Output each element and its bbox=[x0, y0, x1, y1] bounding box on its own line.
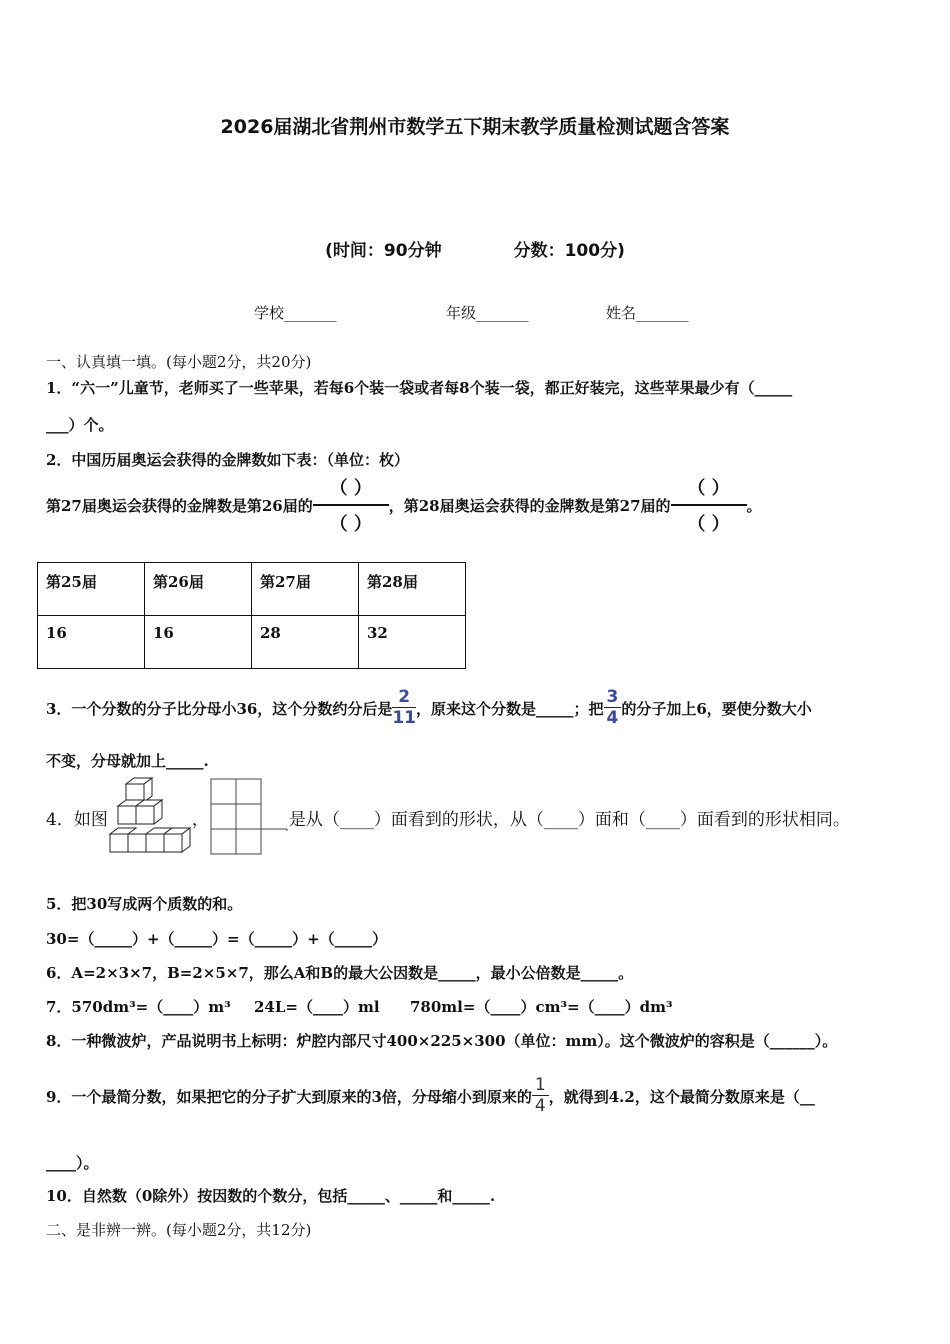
page-title: 2026届湖北省荆州市数学五下期末教学质量检测试题含答案 bbox=[220, 116, 730, 138]
table-header-cell: 第25届 bbox=[38, 563, 145, 616]
q3-fraction-1 bbox=[392, 689, 416, 727]
q3-text-b: ，原来这个分数是_____；把 bbox=[416, 699, 604, 718]
q2-text-c: 。 bbox=[746, 496, 762, 515]
q5-line1: 5．把30写成两个质数的和。 bbox=[46, 895, 243, 913]
q2-blank-den-1: （ ） bbox=[329, 514, 372, 535]
table-cell: 16 bbox=[145, 616, 252, 669]
q7-part-a: 7．570dm³=（____）m³ bbox=[46, 998, 231, 1016]
q3-frac1-num: 2 bbox=[392, 689, 416, 708]
exam-meta bbox=[0, 236, 950, 261]
q2-blank-num-1: （ ） bbox=[313, 474, 389, 506]
q4-text: 是从（____）面看到的形状，从（____）面和（____）面看到的形状相同。 bbox=[288, 809, 850, 830]
q4-prefix: 4．如图 bbox=[46, 809, 108, 830]
grid-view-figure bbox=[209, 777, 289, 857]
grade-field: 年级_______ bbox=[446, 304, 529, 322]
table-row bbox=[38, 616, 466, 669]
q3-frac1-den: 11 bbox=[392, 708, 416, 728]
q2-ratio-line bbox=[46, 478, 762, 535]
q1-line2: ___）个。 bbox=[46, 416, 114, 434]
q8: 8．一种微波炉，产品说明书上标明：炉腔内部尺寸400×225×300（单位：mm）。这个微波炉的容积是（______）。 bbox=[46, 1032, 838, 1050]
cube-stack-figure bbox=[108, 776, 192, 858]
name-field: 姓名_______ bbox=[606, 304, 689, 322]
q9-line1 bbox=[46, 1064, 815, 1128]
q9-text-a: 9．一个最简分数，如果把它的分子扩大到原来的3倍，分母缩小到原来的 bbox=[46, 1087, 532, 1106]
q9-frac-num: 1 bbox=[532, 1077, 549, 1096]
q1-line1: 1．“六一”儿童节，老师买了一些苹果，若每6个装一袋或者每8个装一袋，都正好装完，这些苹果最少有（_____ bbox=[46, 379, 793, 397]
section-1-heading: 一、认真填一填。(每小题2分，共20分) bbox=[46, 353, 312, 371]
table-header-cell: 第27届 bbox=[252, 563, 359, 616]
medal-table bbox=[37, 562, 466, 669]
q2-intro: 2．中国历届奥运会获得的金牌数如下表：（单位：枚） bbox=[46, 451, 409, 469]
section-2-heading: 二、是非辨一辨。(每小题2分，共12分) bbox=[46, 1221, 312, 1239]
q2-fraction-blank-2 bbox=[671, 474, 747, 536]
q9-fraction bbox=[532, 1077, 549, 1115]
q2-fraction-blank-1 bbox=[313, 474, 389, 536]
q2-text-a: 第27届奥运会获得的金牌数是第26届的 bbox=[46, 496, 313, 515]
q10: 10．自然数（0除外）按因数的个数分，包括_____、_____和_____. bbox=[46, 1187, 496, 1205]
q4-comma: ， bbox=[191, 809, 209, 830]
q9-line2: ____）。 bbox=[46, 1154, 99, 1172]
q3-text-c: 的分子加上6，要使分数大小 bbox=[621, 699, 812, 718]
table-cell: 28 bbox=[252, 616, 359, 669]
q9-text-b: ，就得到4.2，这个最简分数原来是（__ bbox=[548, 1087, 815, 1106]
q9-frac-den: 4 bbox=[534, 1096, 546, 1116]
q2-blank-den-2: （ ） bbox=[687, 514, 730, 535]
q3-fraction-2 bbox=[604, 689, 622, 727]
q4-line bbox=[46, 776, 850, 858]
q3-text-a: 3．一个分数的分子比分母小36，这个分数约分后是 bbox=[46, 699, 393, 718]
table-cell: 16 bbox=[38, 616, 145, 669]
time-limit: (时间：90分钟 bbox=[325, 241, 442, 261]
table-header-cell: 第28届 bbox=[359, 563, 466, 616]
q7-part-b: 24L=（____）ml bbox=[254, 998, 380, 1016]
q3-line1 bbox=[46, 686, 812, 730]
q2-blank-num-2: （ ） bbox=[671, 474, 747, 506]
q7-part-c: 780ml=（____）cm³=（____）dm³ bbox=[410, 998, 673, 1016]
q2-text-b: ，第28届奥运会获得的金牌数是第27届的 bbox=[388, 496, 671, 515]
q3-frac2-den: 4 bbox=[606, 708, 619, 728]
table-cell: 32 bbox=[359, 616, 466, 669]
total-score: 分数：100分) bbox=[513, 241, 625, 261]
table-row bbox=[38, 563, 466, 616]
table-header-cell: 第26届 bbox=[145, 563, 252, 616]
q3-line2: 不变，分母就加上_____. bbox=[46, 752, 209, 770]
q3-frac2-num: 3 bbox=[604, 689, 622, 708]
q5-line2: 30=（_____）+（_____）=（_____）+（_____） bbox=[46, 930, 388, 948]
q6: 6．A=2×3×7，B=2×5×7，那么A和B的最大公因数是_____，最小公倍数是_____。 bbox=[46, 964, 634, 982]
school-field: 学校_______ bbox=[254, 304, 337, 322]
